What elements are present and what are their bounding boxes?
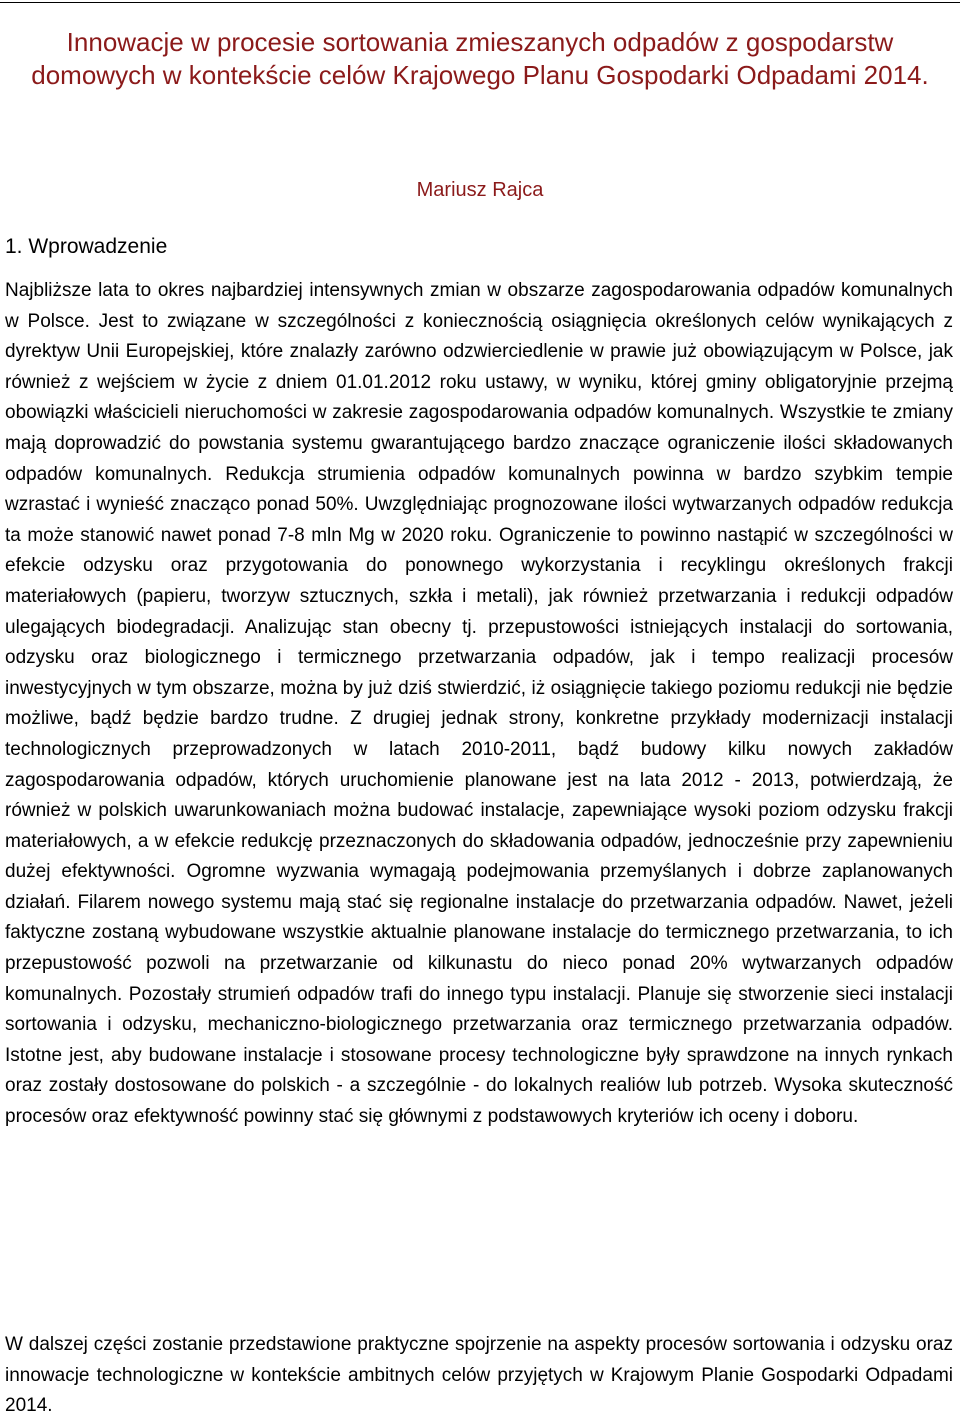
body-paragraph-2: W dalszej części zostanie przedstawione praktyczne spojrzenie na aspekty procesów sortowania i odzysku oraz innowacje technologiczne w kontekście ambitnych celów przyjętych w Krajowym Planie Gospodarki Odpadami 2014. [5, 1334, 953, 1417]
top-rule [0, 2, 960, 3]
document-title: Innowacje w procesie sortowania zmieszanych odpadów z gospodarstw domowych w kontekście celów Krajowego Planu Gospodarki Odpadami 2014. [31, 27, 929, 90]
body-paragraph-1: Najbliższe lata to okres najbardziej intensywnych zmian w obszarze zagospodarowania odpadów komunalnych w Polsce. Jest to związane w szczególności z koniecznością osiągnięcia określonych celów wynikających z dyrektyw Unii Europejskiej, które znalazły zarówno odzwierciedlenie w prawie już obowiązującym w Polsce, jak również z wejściem w życie z dniem 01.01.2012 roku ustawy, w wyniku, której gminy obligatoryjnie przejmą obowiązki właścicieli nieruchomości w zakresie zagospodarowania odpadów komunalnych. Wszystkie te zmiany mają doprowadzić do powstania systemu gwarantującego bardzo znaczące ograniczenie ilości składowanych odpadów komunalnych. Redukcja strumienia odpadów komunalnych powinna w bardzo szybkim tempie wzrastać i wynieść znacząco ponad 50%. Uwzględniając prognozowane ilości wytwarzanych odpadów redukcja ta może stanowić nawet ponad 7-8 mln Mg w 2020 roku. Ograniczenie to powinno nastąpić w szczególności w efekcie odzysku oraz przygotowania do ponownego wykorzystania i recyklingu określonych frakcji materiałowych (papieru, tworzyw sztucznych, szkła i metali), jak również przetwarzania i redukcji odpadów ulegających biodegradacji. Analizując stan obecny tj. przepustowości istniejących instalacji do sortowania, odzysku oraz biologicznego i termicznego przetwarzania odpadów, jak i tempo realizacji procesów inwestycyjnych w tym obszarze, można by już dziś stwierdzić, iż osiągnięcie takiego poziomu redukcji nie będzie możliwe, bądź będzie bardzo trudne. Z drugiej jednak strony, konkretne przykłady modernizacji instalacji technologicznych przeprowadzonych w latach 2010-2011, bądź budowy kilku nowych zakładów zagospodarowania odpadów, których uruchomienie planowane jest na lata 2012 - 2013, potwierdzają, że również w polskich uwarunkowaniach można budować instalacje, zapewniające wysoki poziom odzysku frakcji materiałowych, a w efekcie redukcję przeznaczonych do składowania odpadów, jednocześnie przy zapewnieniu dużej efektywności. Ogromne wyzwania wymagają podejmowania przemyślanych i dobrze zaplanowanych działań. Filarem nowego systemu mają stać się regionalne instalacje do przetwarzania odpadów. Nawet, jeżeli faktyczne zostaną wybudowane wszystkie aktualnie planowane instalacje do termicznego przetwarzania, to ich przepustowość pozwoli na przetwarzanie od kilkunastu do nieco ponad 20% wytwarzanych odpadów komunalnych. Pozostały strumień odpadów trafi do innego typu instalacji. Planuje się stworzenie sieci instalacji sortowania i odzysku, mechaniczno-biologicznego przetwarzania oraz termicznego przetwarzania odpadów. Istotne jest, aby budowane instalacje i stosowane procesy technologiczne były sprawdzone na innych rynkach oraz zostały dostosowane do polskich - a szczególnie - do lokalnych realiów lub potrzeb. Wysoka skuteczność procesów oraz efektywność powinny stać się głównymi z podstawowych kryteriów ich oceny i doboru. [5, 280, 953, 1128]
section-heading-introduction: 1. Wprowadzenie [5, 235, 168, 258]
author-name: Mariusz Rajca [416, 179, 544, 201]
